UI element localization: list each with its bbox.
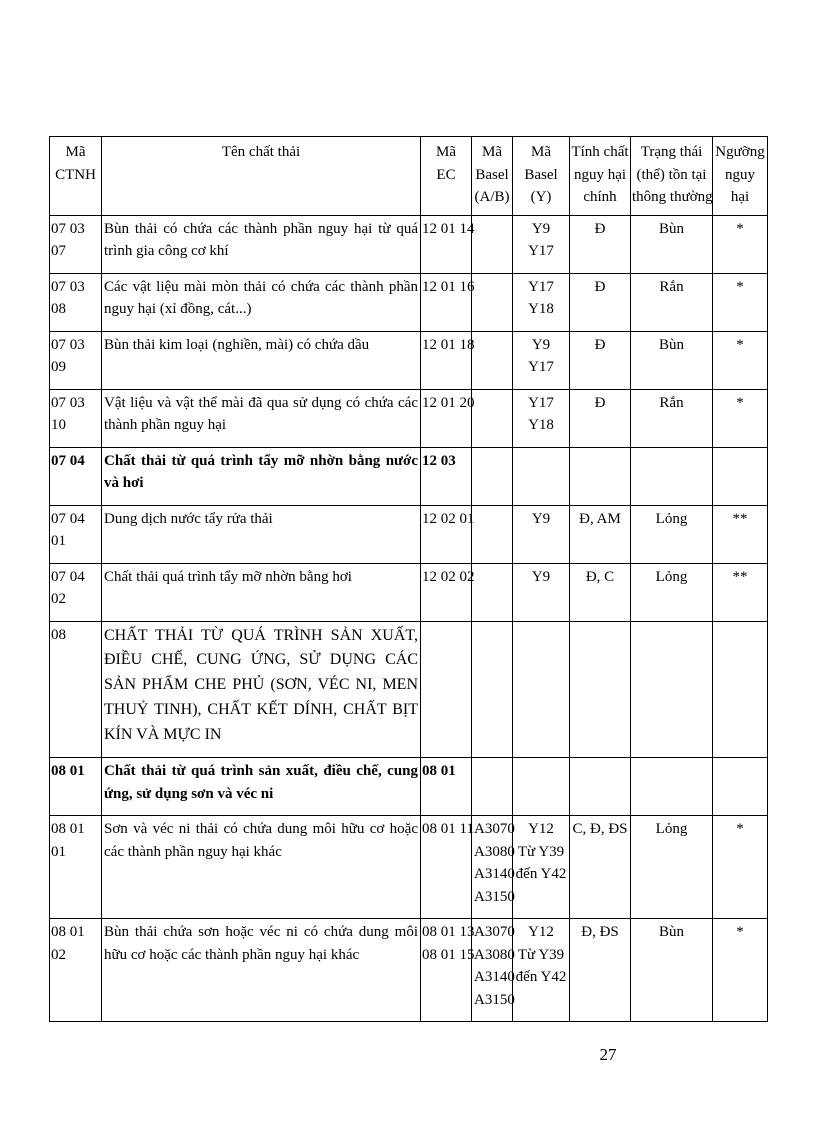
cell-code: 08 01 01: [50, 816, 102, 919]
cell-ec-line: 12 02 01: [422, 510, 475, 527]
cell-state: [631, 758, 713, 816]
cell-basel-y: [513, 816, 570, 919]
header-ma-ec: Mã EC: [421, 137, 472, 216]
cell-basel-y: [513, 621, 570, 758]
cell-ec: [421, 758, 472, 816]
cell-ec-line: 08 01 11: [422, 821, 474, 838]
cell-threshold: **: [713, 505, 768, 563]
cell-basel-y-line: Y9: [531, 510, 551, 527]
cell-basel-ab-line: A3140: [474, 969, 515, 986]
header-ma-basel-y: Mã Basel (Y): [513, 137, 570, 216]
cell-name: Chất thải từ quá trình sản xuất, điều chế, cung ứng, sử dụng sơn và véc ni: [102, 758, 421, 816]
cell-name: CHẤT THẢI TỪ QUÁ TRÌNH SẢN XUẤT, ĐIỀU CHẾ, CUNG ỨNG, SỬ DỤNG CÁC SẢN PHẨM CHE PHỦ (SƠN, VÉC NI, MEN THUỶ TINH), CHẤT KẾT DÍNH, CHẤT BỊT KÍN VÀ MỰC IN: [102, 621, 421, 758]
cell-property: Đ, ĐS: [570, 919, 631, 1022]
cell-basel-y-line: Y17: [528, 359, 554, 375]
cell-basel-ab: [472, 621, 513, 758]
cell-code: 08: [50, 621, 102, 758]
cell-basel-y-line: Y9: [531, 336, 551, 353]
cell-basel-y: [513, 215, 570, 273]
cell-ec-line: 08 01 13: [422, 924, 475, 941]
cell-property: Đ: [570, 273, 631, 331]
cell-property: Đ, AM: [570, 505, 631, 563]
cell-basel-y-line: Y17: [528, 394, 554, 411]
cell-basel-ab-line: A3150: [474, 888, 515, 905]
cell-state: Lỏng: [631, 816, 713, 919]
cell-basel-y: [513, 273, 570, 331]
cell-ec: [421, 621, 472, 758]
cell-name: Chất thải từ quá trình tẩy mỡ nhờn bằng nước và hơi: [102, 447, 421, 505]
cell-name: Chất thải quá trình tẩy mỡ nhờn bằng hơi: [102, 563, 421, 621]
cell-code: 07 04 02: [50, 563, 102, 621]
cell-threshold: *: [713, 215, 768, 273]
cell-code: 07 03 07: [50, 215, 102, 273]
cell-property: [570, 621, 631, 758]
cell-state: Rắn: [631, 273, 713, 331]
cell-threshold: *: [713, 273, 768, 331]
header-ma-ctnh: Mã CTNH: [50, 137, 102, 216]
cell-state: Lỏng: [631, 505, 713, 563]
cell-threshold: [713, 447, 768, 505]
table-body: [50, 215, 768, 1022]
cell-basel-ab-line: A3070: [474, 821, 515, 838]
cell-ec: [421, 563, 475, 621]
cell-basel-y-line: Từ Y39: [517, 843, 565, 860]
header-ten-chat-thai: Tên chất thải: [102, 137, 421, 216]
cell-code: 07 03 09: [50, 331, 102, 389]
cell-ec-line: 08 01: [422, 763, 456, 780]
cell-basel-ab: [472, 447, 513, 505]
cell-property: Đ, C: [570, 563, 631, 621]
cell-code: 07 03 10: [50, 389, 102, 447]
cell-threshold: *: [713, 919, 768, 1022]
cell-ec-line: 12 01 18: [422, 336, 475, 353]
cell-basel-y-line: Y12: [528, 924, 554, 941]
cell-threshold: [713, 621, 768, 758]
cell-basel-y: [513, 447, 570, 505]
cell-property: Đ: [570, 215, 631, 273]
cell-ec: [421, 331, 475, 389]
cell-basel-y: [513, 331, 570, 389]
cell-basel-y: [513, 505, 570, 563]
cell-basel-y-line: đến Y42: [515, 969, 567, 986]
cell-basel-ab: [472, 758, 513, 816]
cell-threshold: [713, 758, 768, 816]
cell-basel-y-line: Y18: [528, 417, 554, 433]
cell-basel-y-line: Y9: [531, 220, 551, 237]
cell-code: 08 01: [50, 758, 102, 816]
cell-basel-y-line: Y9: [531, 568, 551, 585]
group-row: [50, 447, 768, 505]
cell-name: Sơn và véc ni thải có chứa dung môi hữu cơ hoặc các thành phần nguy hại khác: [102, 816, 421, 919]
header-trang-thai: Trạng thái (thể) tồn tại thông thường: [631, 137, 713, 216]
cell-property: Đ: [570, 331, 631, 389]
header-tinh-chat: Tính chất nguy hại chính: [570, 137, 631, 216]
table-row: [50, 215, 768, 273]
cell-ec: [421, 505, 475, 563]
cell-threshold: *: [713, 816, 768, 919]
cell-basel-ab: [472, 215, 513, 273]
cell-state: Rắn: [631, 389, 713, 447]
cell-name: Vật liệu và vật thể mài đã qua sử dụng có chứa các thành phần nguy hại: [102, 389, 421, 447]
cell-ec: [421, 919, 475, 1022]
cell-basel-y-line: Y17: [528, 278, 554, 295]
cell-ec-line: 08 01 15: [422, 946, 475, 963]
cell-basel-y: [513, 758, 570, 816]
cell-basel-ab: [472, 331, 513, 389]
cell-name: Bùn thải có chứa các thành phần nguy hại từ quá trình gia công cơ khí: [102, 215, 421, 273]
cell-basel-ab: [472, 389, 513, 447]
cell-ec-line: 12 01 20: [422, 394, 475, 411]
table-row: [50, 919, 768, 1022]
cell-property: Đ: [570, 389, 631, 447]
cell-threshold: *: [713, 389, 768, 447]
table-row: [50, 389, 768, 447]
cell-name: Dung dịch nước tẩy rửa thải: [102, 505, 421, 563]
cell-property: [570, 758, 631, 816]
header-ma-basel-ab: Mã Basel (A/B): [472, 137, 513, 216]
cell-basel-y: [513, 389, 570, 447]
cell-basel-y: [513, 563, 570, 621]
header-row: [50, 137, 768, 216]
cell-ec: [421, 215, 475, 273]
cell-basel-ab-line: A3080: [474, 946, 515, 963]
cell-state: [631, 621, 713, 758]
cell-ec-line: 12 03: [422, 452, 456, 469]
section-row: [50, 621, 768, 758]
cell-code: 07 04 01: [50, 505, 102, 563]
cell-ec: [421, 273, 475, 331]
cell-basel-ab-line: A3150: [474, 991, 515, 1008]
cell-property: C, Đ, ĐS: [570, 816, 631, 919]
table-row: [50, 505, 768, 563]
cell-property: [570, 447, 631, 505]
cell-basel-y-line: Y17: [528, 243, 554, 259]
cell-basel-ab-line: A3070: [474, 924, 515, 941]
group-row: [50, 758, 768, 816]
cell-basel-y-line: đến Y42: [515, 866, 567, 883]
cell-code: 07 04: [50, 447, 102, 505]
cell-state: [631, 447, 713, 505]
cell-state: Lỏng: [631, 563, 713, 621]
cell-ec-line: 12 01 16: [422, 278, 475, 295]
cell-state: Bùn: [631, 919, 713, 1022]
cell-basel-ab: [472, 816, 513, 919]
table-row: [50, 816, 768, 919]
hazardous-waste-table: [49, 136, 768, 1022]
cell-code: 07 03 08: [50, 273, 102, 331]
cell-basel-ab-line: A3080: [474, 843, 515, 860]
cell-basel-ab: [472, 919, 513, 1022]
table-row: [50, 331, 768, 389]
cell-ec-line: 12 02 02: [422, 568, 475, 585]
cell-ec: [421, 389, 475, 447]
cell-basel-y-line: Y12: [528, 821, 554, 838]
cell-ec-line: 12 01 14: [422, 220, 475, 237]
page-number: 27: [599, 1045, 617, 1064]
table-row: [50, 563, 768, 621]
cell-basel-y-line: Từ Y39: [517, 946, 565, 963]
cell-state: Bùn: [631, 331, 713, 389]
cell-basel-ab: [472, 563, 513, 621]
cell-name: Bùn thải chứa sơn hoặc véc ni có chứa dung môi hữu cơ hoặc các thành phần nguy hại khác: [102, 919, 421, 1022]
cell-basel-y: [513, 919, 570, 1022]
header-nguong: Ngưỡng nguy hại: [713, 137, 768, 216]
cell-threshold: **: [713, 563, 768, 621]
table-row: [50, 273, 768, 331]
cell-threshold: *: [713, 331, 768, 389]
cell-code: 08 01 02: [50, 919, 102, 1022]
cell-ec: [421, 447, 472, 505]
cell-basel-ab-line: A3140: [474, 866, 515, 883]
cell-ec: [421, 816, 472, 919]
cell-basel-ab: [472, 273, 513, 331]
cell-basel-ab: [472, 505, 513, 563]
cell-basel-y-line: Y18: [528, 301, 554, 317]
cell-name: Bùn thải kim loại (nghiền, mài) có chứa dầu: [102, 331, 421, 389]
cell-state: Bùn: [631, 215, 713, 273]
cell-name: Các vật liệu mài mòn thải có chứa các thành phần nguy hại (xỉ đồng, cát...): [102, 273, 421, 331]
